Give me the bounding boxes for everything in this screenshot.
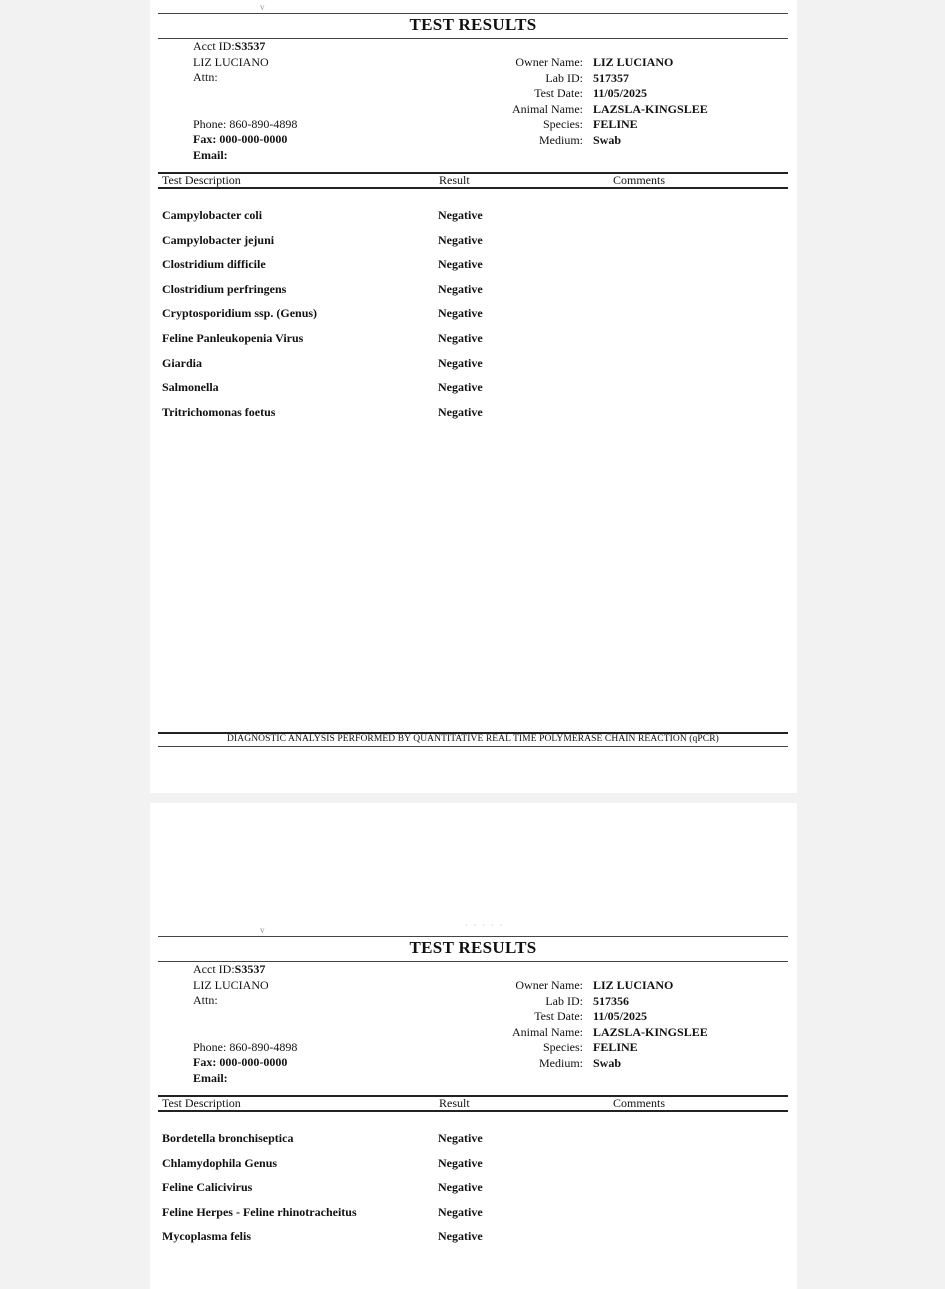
table-row [162,208,782,228]
table-row [162,380,782,400]
test-name: Clostridium perfringens [162,282,287,296]
table-row [162,405,782,425]
phone-label: Phone: [193,1039,227,1054]
patient-row-owner [458,978,758,994]
animal-name-value: LAZSLA-KINGSLEE [593,1024,708,1039]
test-result: Negative [438,1180,483,1194]
patient-block [458,55,758,148]
owner-label: Owner Name: [515,55,583,69]
header-rule-top [158,936,788,937]
medium-value: Swab [593,132,622,147]
table-row [162,282,782,302]
col-comments: Comments [613,173,666,187]
patient-row-medium [458,133,758,149]
col-result: Result [439,1096,470,1110]
report-page-2 [150,803,797,1289]
test-result: Negative [438,1229,483,1243]
test-result: Negative [438,380,483,394]
acct-id-value: S3537 [234,39,266,53]
species-label: Species: [543,117,583,131]
species-value: FELINE [593,117,638,131]
test-date-value: 11/05/2025 [593,1009,648,1023]
phone-row [193,117,297,133]
footer-rule-bottom [158,746,788,747]
patient-row-owner [458,55,758,71]
lab-id-label: Lab ID: [545,993,583,1008]
test-name: Mycoplasma felis [162,1229,251,1243]
patient-row-animal [458,1025,758,1041]
patient-row-labid [458,994,758,1010]
scan-tick-mark: v [260,2,265,12]
fax-value: 000-000-0000 [219,1055,288,1069]
table-row [162,1180,782,1200]
phone-value: 860-890-4898 [229,116,298,131]
table-row [162,1156,782,1176]
fax-label: Fax: [193,132,217,146]
test-name: Cryptosporidium ssp. (Genus) [162,306,318,320]
test-date-value: 11/05/2025 [593,86,648,100]
test-result: Negative [438,282,483,296]
table-rule-bottom [158,187,788,189]
test-date-label: Test Date: [534,86,583,100]
test-name: Giardia [162,356,203,370]
table-rule-top [158,1095,788,1097]
method-footnote: DIAGNOSTIC ANALYSIS PERFORMED BY QUANTITATIVE REAL TIME POLYMERASE CHAIN REACTION (qPCR) [227,734,719,744]
medium-label: Medium: [539,1055,583,1070]
owner-label: Owner Name: [515,978,583,992]
client-name: LIZ LUCIANO [193,54,269,69]
attn-label: Attn: [193,70,218,84]
test-result: Negative [438,331,483,345]
test-result: Negative [438,233,483,247]
test-name: Campylobacter jejuni [162,233,275,247]
email-label: Email: [193,1070,228,1085]
table-row [162,257,782,277]
phone-label: Phone: [193,116,227,131]
test-name: Campylobacter coli [162,208,263,222]
test-name: Clostridium difficile [162,257,266,271]
table-row [162,331,782,351]
acct-id-row [193,962,297,978]
patient-row-species [458,117,758,133]
table-rule-top [158,172,788,174]
table-rule-bottom [158,1110,788,1112]
test-name: Feline Calicivirus [162,1180,253,1194]
col-test-description: Test Description [162,1096,241,1110]
test-result: Negative [438,257,483,271]
account-block [193,39,297,163]
table-row [162,1229,782,1249]
scan-artifact: · · · · · [465,921,505,930]
test-name: Salmonella [162,380,219,394]
test-result: Negative [438,1131,483,1145]
acct-id-row [193,39,297,55]
table-row [162,1131,782,1151]
species-label: Species: [543,1040,583,1054]
account-block [193,962,297,1086]
email-label: Email: [193,147,228,162]
patient-row-date [458,1009,758,1025]
patient-row-animal [458,102,758,118]
test-result: Negative [438,356,483,370]
patient-row-species [458,1040,758,1056]
attn-label: Attn: [193,993,218,1007]
test-name: Feline Herpes - Feline rhinotracheitus [162,1205,357,1219]
test-result: Negative [438,208,483,222]
test-result: Negative [438,405,483,419]
acct-id-label: Acct ID: [193,39,235,53]
table-row [162,233,782,253]
patient-row-medium [458,1056,758,1072]
medium-label: Medium: [539,132,583,147]
header-rule-top [158,13,788,14]
test-name: Chlamydophila Genus [162,1156,278,1170]
test-name: Tritrichomonas foetus [162,405,276,419]
test-date-label: Test Date: [534,1009,583,1023]
lab-id-label: Lab ID: [545,70,583,85]
medium-value: Swab [593,1055,622,1070]
acct-id-value: S3537 [234,962,266,976]
report-title: TEST RESULTS [409,15,537,34]
fax-row [193,1055,297,1071]
animal-name-label: Animal Name: [512,1024,583,1039]
scan-tick-mark: v [260,925,265,935]
fax-label: Fax: [193,1055,217,1069]
table-row [162,1205,782,1225]
table-row [162,306,782,326]
table-row [162,356,782,376]
patient-block [458,978,758,1071]
test-result: Negative [438,306,483,320]
owner-value: LIZ LUCIANO [593,55,674,69]
client-name: LIZ LUCIANO [193,977,269,992]
test-result: Negative [438,1156,483,1170]
test-name: Bordetella bronchiseptica [162,1131,294,1145]
animal-name-value: LAZSLA-KINGSLEE [593,101,708,116]
report-page-1 [150,0,797,793]
report-title: TEST RESULTS [409,938,537,957]
phone-row [193,1040,297,1056]
species-value: FELINE [593,1040,638,1054]
fax-row [193,132,297,148]
acct-id-label: Acct ID: [193,962,235,976]
patient-row-labid [458,71,758,87]
test-name: Feline Panleukopenia Virus [162,331,304,345]
lab-id-value: 517356 [593,993,629,1008]
lab-id-value: 517357 [593,70,629,85]
col-result: Result [439,173,470,187]
animal-name-label: Animal Name: [512,101,583,116]
col-test-description: Test Description [162,173,241,187]
fax-value: 000-000-0000 [219,132,288,146]
col-comments: Comments [613,1096,666,1110]
phone-value: 860-890-4898 [229,1039,298,1054]
patient-row-date [458,86,758,102]
test-result: Negative [438,1205,483,1219]
owner-value: LIZ LUCIANO [593,978,674,992]
